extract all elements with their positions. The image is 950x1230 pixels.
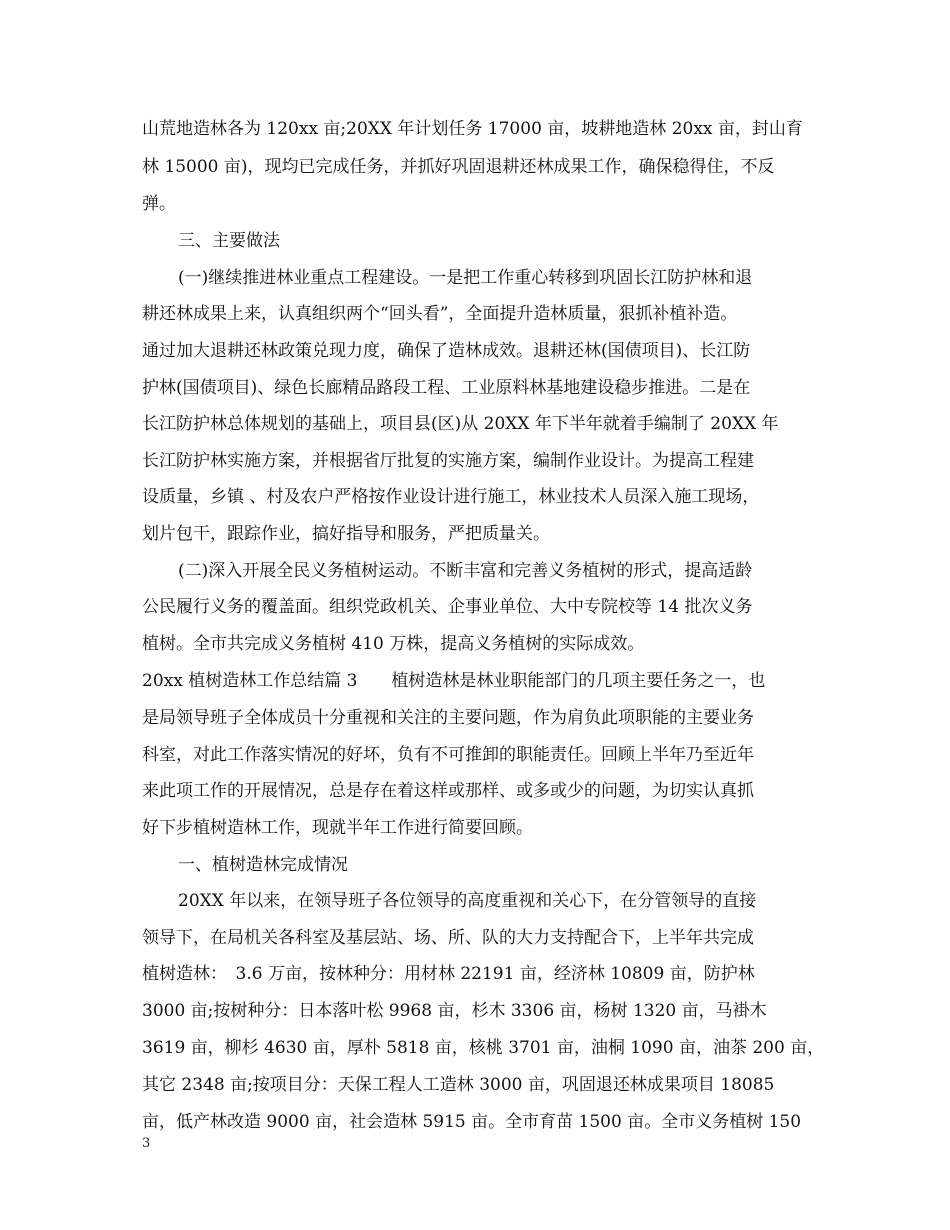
text-line: 长江防护林总体规划的基础上，项目县(区)从 20XX 年下半年就着手编制了 20XX 年	[142, 414, 779, 434]
text-line: 弹。	[142, 194, 176, 214]
text-line: (二)深入开展全民义务植树运动。不断丰富和完善义务植树的形式，提高适龄	[178, 561, 753, 581]
text-line: 3000 亩;按树种分：日本落叶松 9968 亩，杉木 3306 亩，杨树 1320 亩，马褂木	[142, 1001, 767, 1021]
text-line: 3619 亩，柳杉 4630 亩，厚朴 5818 亩，核桃 3701 亩，油桐 1090 亩，油茶 200 亩，	[142, 1038, 825, 1058]
text-line: 通过加大退耕还林政策兑现力度，确保了造林成效。退耕还林(国债项目)、长江防	[142, 341, 751, 361]
text-line: 好下步植树造林工作，现就半年工作进行简要回顾。	[142, 818, 533, 838]
text-line: 林 15000 亩)，现均已完成任务，并抓好巩固退耕还林成果工作，确保稳得住，不反	[142, 157, 775, 177]
text-line: 设质量，乡镇 、村及农户严格按作业设计进行施工，林业技术人员深入施工现场，	[142, 487, 760, 507]
text-line: 来此项工作的开展情况，总是存在着这样或那样、或多或少的问题，为切实认真抓	[142, 781, 754, 801]
text-line: 耕还林成果上来，认真组织两个“回头看”，全面提升造林质量，狠抓补植补造。	[142, 304, 738, 324]
text-line: 亩，低产林改造 9000 亩，社会造林 5915 亩。全市育苗 1500 亩。全市义务植树 150	[142, 1112, 802, 1132]
text-line: 20XX 年以来，在领导班子各位领导的高度重视和关心下，在分管领导的直接	[178, 891, 757, 911]
text-line: 植树。全市共完成义务植树 410 万株，提高义务植树的实际成效。	[142, 634, 645, 654]
text-line: (一)继续推进林业重点工程建设。一是把工作重心转移到巩固长江防护林和退	[178, 268, 753, 288]
page-number: 3	[142, 1136, 151, 1151]
text-line: 山荒地造林各为 120xx 亩;20XX 年计划任务 17000 亩，坡耕地造林 20xx 亩，封山育	[142, 119, 803, 139]
section-heading: 三、主要做法	[178, 231, 280, 251]
text-line: 科室，对此工作落实情况的好坏，负有不可推卸的职能责任。回顾上半年乃至近年	[142, 745, 754, 765]
text-line: 划片包干，跟踪作业，搞好指导和服务，严把质量关。	[142, 524, 550, 544]
text-line: 其它 2348 亩;按项目分：天保工程人工造林 3000 亩，巩固退还林成果项目 18085	[142, 1075, 775, 1095]
section-heading: 一、植树造林完成情况	[178, 855, 348, 875]
text-line: 公民履行义务的覆盖面。组织党政机关、企事业单位、大中专院校等 14 批次义务	[142, 597, 753, 617]
text-line: 长江防护林实施方案，并根据省厅批复的实施方案，编制作业设计。为提高工程建	[142, 451, 754, 471]
text-line: 护林(国债项目)、绿色长廊精品路段工程、工业原料林基地建设稳步推进。二是在	[142, 378, 751, 398]
text-line: 领导下，在局机关各科室及基层站、场、所、队的大力支持配合下，上半年共完成	[142, 928, 754, 948]
text-line: 20xx 植树造林工作总结篇 3 植树造林是林业职能部门的几项主要任务之一，也	[142, 671, 766, 691]
text-line: 植树造林： 3.6 万亩，按林种分：用材林 22191 亩，经济林 10809 亩，防护林	[142, 964, 755, 984]
text-line: 是局领导班子全体成员十分重视和关注的主要问题，作为肩负此项职能的主要业务	[142, 708, 754, 728]
